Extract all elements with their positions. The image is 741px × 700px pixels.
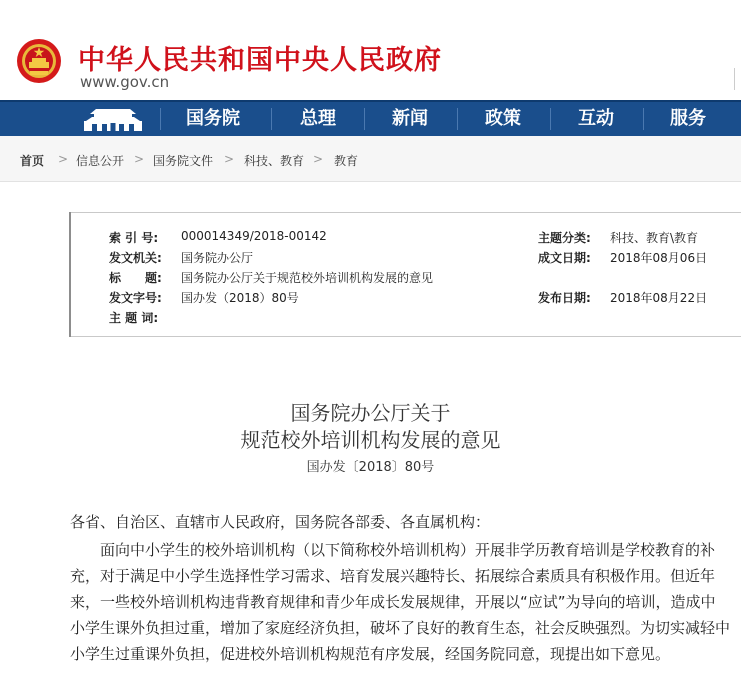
breadcrumb-separator: > [58,152,69,166]
body-paragraph: 面向中小学生的校外培训机构（以下简称校外培训机构）开展非学历教育培训是学校教育的补充，对于满足中小学生选择性学习需求、培育发展兴趣特长、拓展综合素质具有积极作用。但近年来，一些校外培训机构违背教育规律和青少年成长发展规律，开展以“应试”为导向的培训，造成中小学生课外负担过重，增加了家庭经济负担，破坏了良好的教育生态，社会反映强烈。为切实减轻中小学生过重课外负担，促进校外培训机构规范有序发展，经国务院同意，现提出如下意见。 [70,541,731,663]
nav-item-state-council[interactable]: 国务院 [186,108,240,129]
nav-separator [643,108,644,130]
breadcrumb-state-council-docs[interactable]: 国务院文件 [153,154,214,168]
docno-value: 国办发（2018）80号 [181,291,299,305]
issuer-label: 发文机关: [109,251,162,265]
title-value: 国务院办公厅关于规范校外培训机构发展的意见 [181,271,434,285]
issuer-value: 国务院办公厅 [181,251,254,265]
title-label: 标 题: [109,271,162,285]
breadcrumb-info-disclosure[interactable]: 信息公开 [76,154,125,168]
site-url[interactable]: www.gov.cn [80,73,170,91]
nav-separator [160,108,161,130]
subject-label: 主 题 词: [109,311,159,325]
salutation: 各省、自治区、直辖市人民政府，国务院各部委、各直属机构： [70,513,491,531]
breadcrumb-separator: > [134,152,145,166]
nav-separator [550,108,551,130]
created-date-value: 2018年08月06日 [610,251,708,265]
breadcrumb-separator: > [313,152,324,166]
category-value: 科技、教育\教育 [610,231,699,245]
nav-item-news[interactable]: 新闻 [392,108,428,129]
nav-item-policy[interactable]: 政策 [485,108,521,129]
national-emblem-icon[interactable] [16,38,62,84]
site-title[interactable]: 中华人民共和国中央人民政府 [78,45,442,76]
nav-separator [457,108,458,130]
nav-separator [364,108,365,130]
document-title-line-2: 规范校外培训机构发展的意见 [240,428,501,452]
main-nav [0,100,741,136]
created-date-label: 成文日期: [538,251,591,265]
site-header [0,0,741,100]
document-number: 国办发〔2018〕80号 [306,460,435,475]
index-label: 索 引 号: [109,231,159,245]
breadcrumb [0,136,741,182]
nav-item-premier[interactable]: 总理 [300,108,336,129]
breadcrumb-science-education[interactable]: 科技、教育 [244,154,305,168]
category-label: 主题分类: [538,231,591,245]
breadcrumb-separator: > [224,152,235,166]
nav-item-services[interactable]: 服务 [670,108,706,129]
document-title-line-1: 国务院办公厅关于 [290,401,451,425]
published-date-label: 发布日期: [538,291,591,305]
tiananmen-gate-icon[interactable] [82,105,144,134]
nav-item-interaction[interactable]: 互动 [578,108,614,129]
info-box-shadow [69,212,71,337]
scrollbar-edge [734,68,741,90]
nav-separator [271,108,272,130]
breadcrumb-home[interactable]: 首页 [20,154,45,168]
breadcrumb-education[interactable]: 教育 [334,154,359,168]
published-date-value: 2018年08月22日 [610,291,708,305]
index-value: 000014349/2018-00142 [181,229,327,243]
docno-label: 发文字号: [109,291,162,305]
